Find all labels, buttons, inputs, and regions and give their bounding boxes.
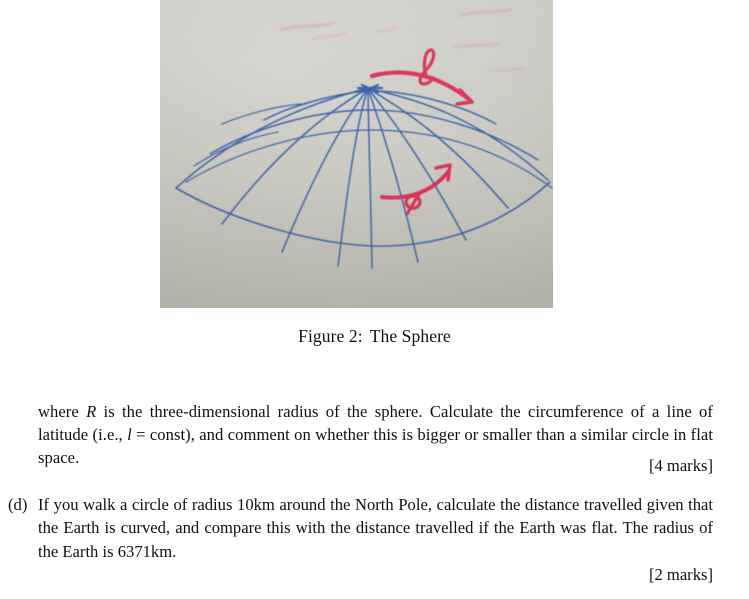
item-d-label: (d) — [8, 495, 28, 514]
question-item-d — [8, 493, 713, 563]
sphere-diagram — [160, 0, 553, 308]
figure-caption — [0, 326, 749, 347]
symbol-l: l — [127, 424, 132, 444]
marks-2: [2 marks] — [648, 565, 713, 584]
phi-arrow-icon — [382, 172, 448, 198]
figure-caption-text: The Sphere — [369, 326, 451, 346]
erased-red-smudge-icon — [280, 9, 526, 72]
where-text-1: where — [38, 401, 87, 421]
item-d-text: If you walk a circle of radius 10km around the North Pole, calculate the distance travelled given that the Earth is curved, and compare this with the distance travelled if the Earth was flat. The radius of the Earth is 6371km. — [38, 495, 713, 561]
where-text-2: is the three-dimensional radius of the sphere. Calculate the circumference of a line of latitude (i.e., — [38, 401, 713, 444]
latitude-arcs — [176, 91, 552, 246]
marks-4: [4 marks] — [648, 456, 713, 475]
symbol-R: R — [86, 401, 97, 421]
sphere-grid — [176, 85, 552, 268]
phi-label-glyph-icon — [406, 194, 420, 214]
where-text-3: = const), and comment on whether this is bigger or smaller than a similar circle in flat space. — [38, 424, 713, 468]
figure-caption-label: Figure 2: — [298, 326, 363, 346]
figure-photo — [160, 0, 553, 308]
l-label-glyph-icon — [420, 50, 434, 84]
meridian-lines — [176, 88, 548, 268]
